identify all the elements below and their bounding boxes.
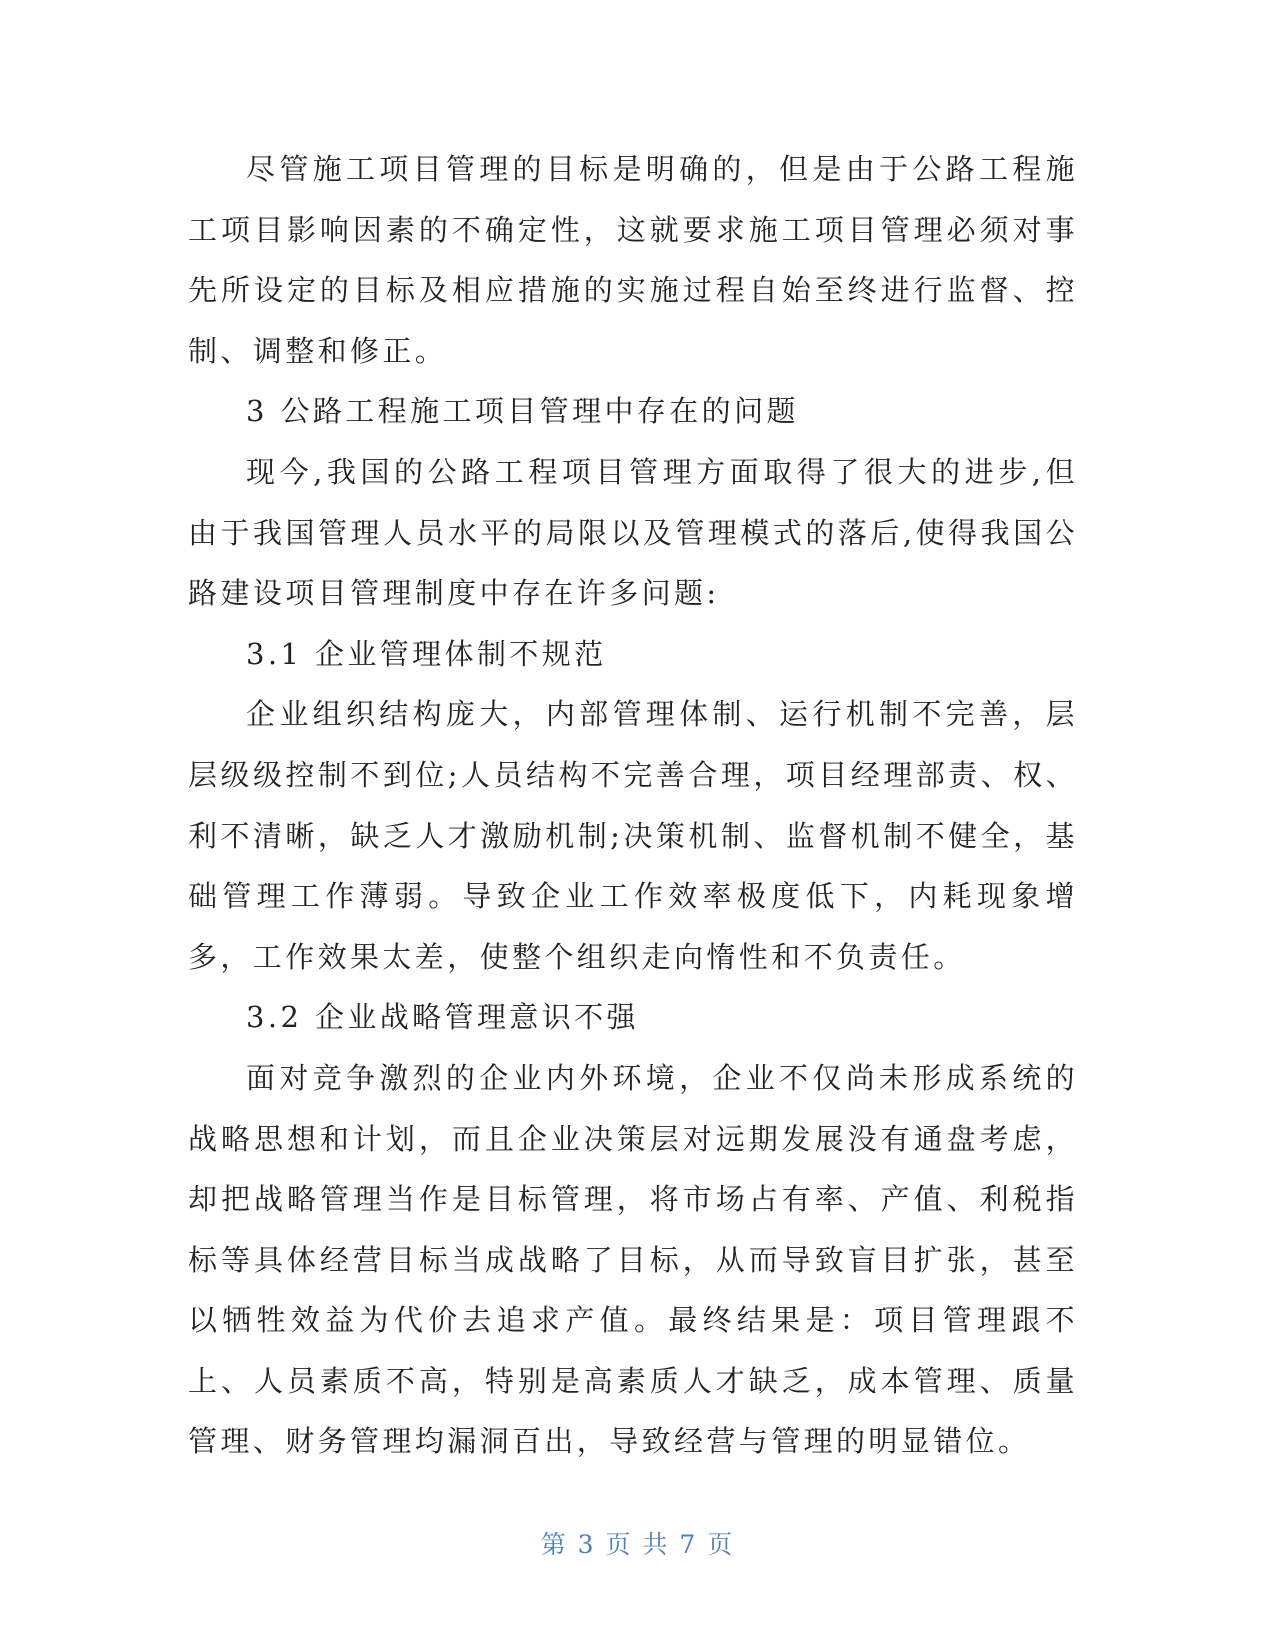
paragraph-strategic-management: 面对竞争激烈的企业内外环境，企业不仅尚未形成系统的战略思想和计划，而且企业决策层对远期发展没有通盘考虑，却把战略管理当作是目标管理，将市场占有率、产值、利税指标等具体经营目标当成战略了目标，从而导致盲目扩张，甚至以牺牲效益为代价去追求产值。最终结果是：项目管理跟不上、人员素质不高，特别是高素质人才缺乏，成本管理、质量管理、财务管理均漏洞百出，导致经营与管理的明显错位。 [188, 1060, 1078, 1459]
paragraph-management-system: 企业组织结构庞大，内部管理体制、运行机制不完善，层层级级控制不到位;人员结构不完善合理，项目经理部责、权、利不清晰，缺乏人才激励机制;决策机制、监督机制不健全，基础管理工作薄弱。导致企业工作效率极度低下，内耗现象增多，工作效果太差，使整个组织走向惰性和不负责任。 [188, 697, 1078, 974]
section-heading-3: 3 公路工程施工项目管理中存在的问题 [246, 394, 799, 429]
document-body [188, 139, 1078, 1472]
section-heading-3-2: 3.2 企业战略管理意识不强 [246, 1000, 639, 1035]
page-number-footer: 第 3 页 共 7 页 [540, 1530, 735, 1559]
section-heading-3-1: 3.1 企业管理体制不规范 [246, 636, 607, 671]
paragraph-project-management-goals: 尽管施工项目管理的目标是明确的，但是由于公路工程施工项目影响因素的不确定性，这就要求施工项目管理必须对事先所设定的目标及相应措施的实施过程自始至终进行监督、控制、调整和修正。 [188, 152, 1078, 368]
paragraph-current-situation: 现今,我国的公路工程项目管理方面取得了很大的进步,但由于我国管理人员水平的局限以及管理模式的落后,使得我国公路建设项目管理制度中存在许多问题: [188, 454, 1078, 611]
